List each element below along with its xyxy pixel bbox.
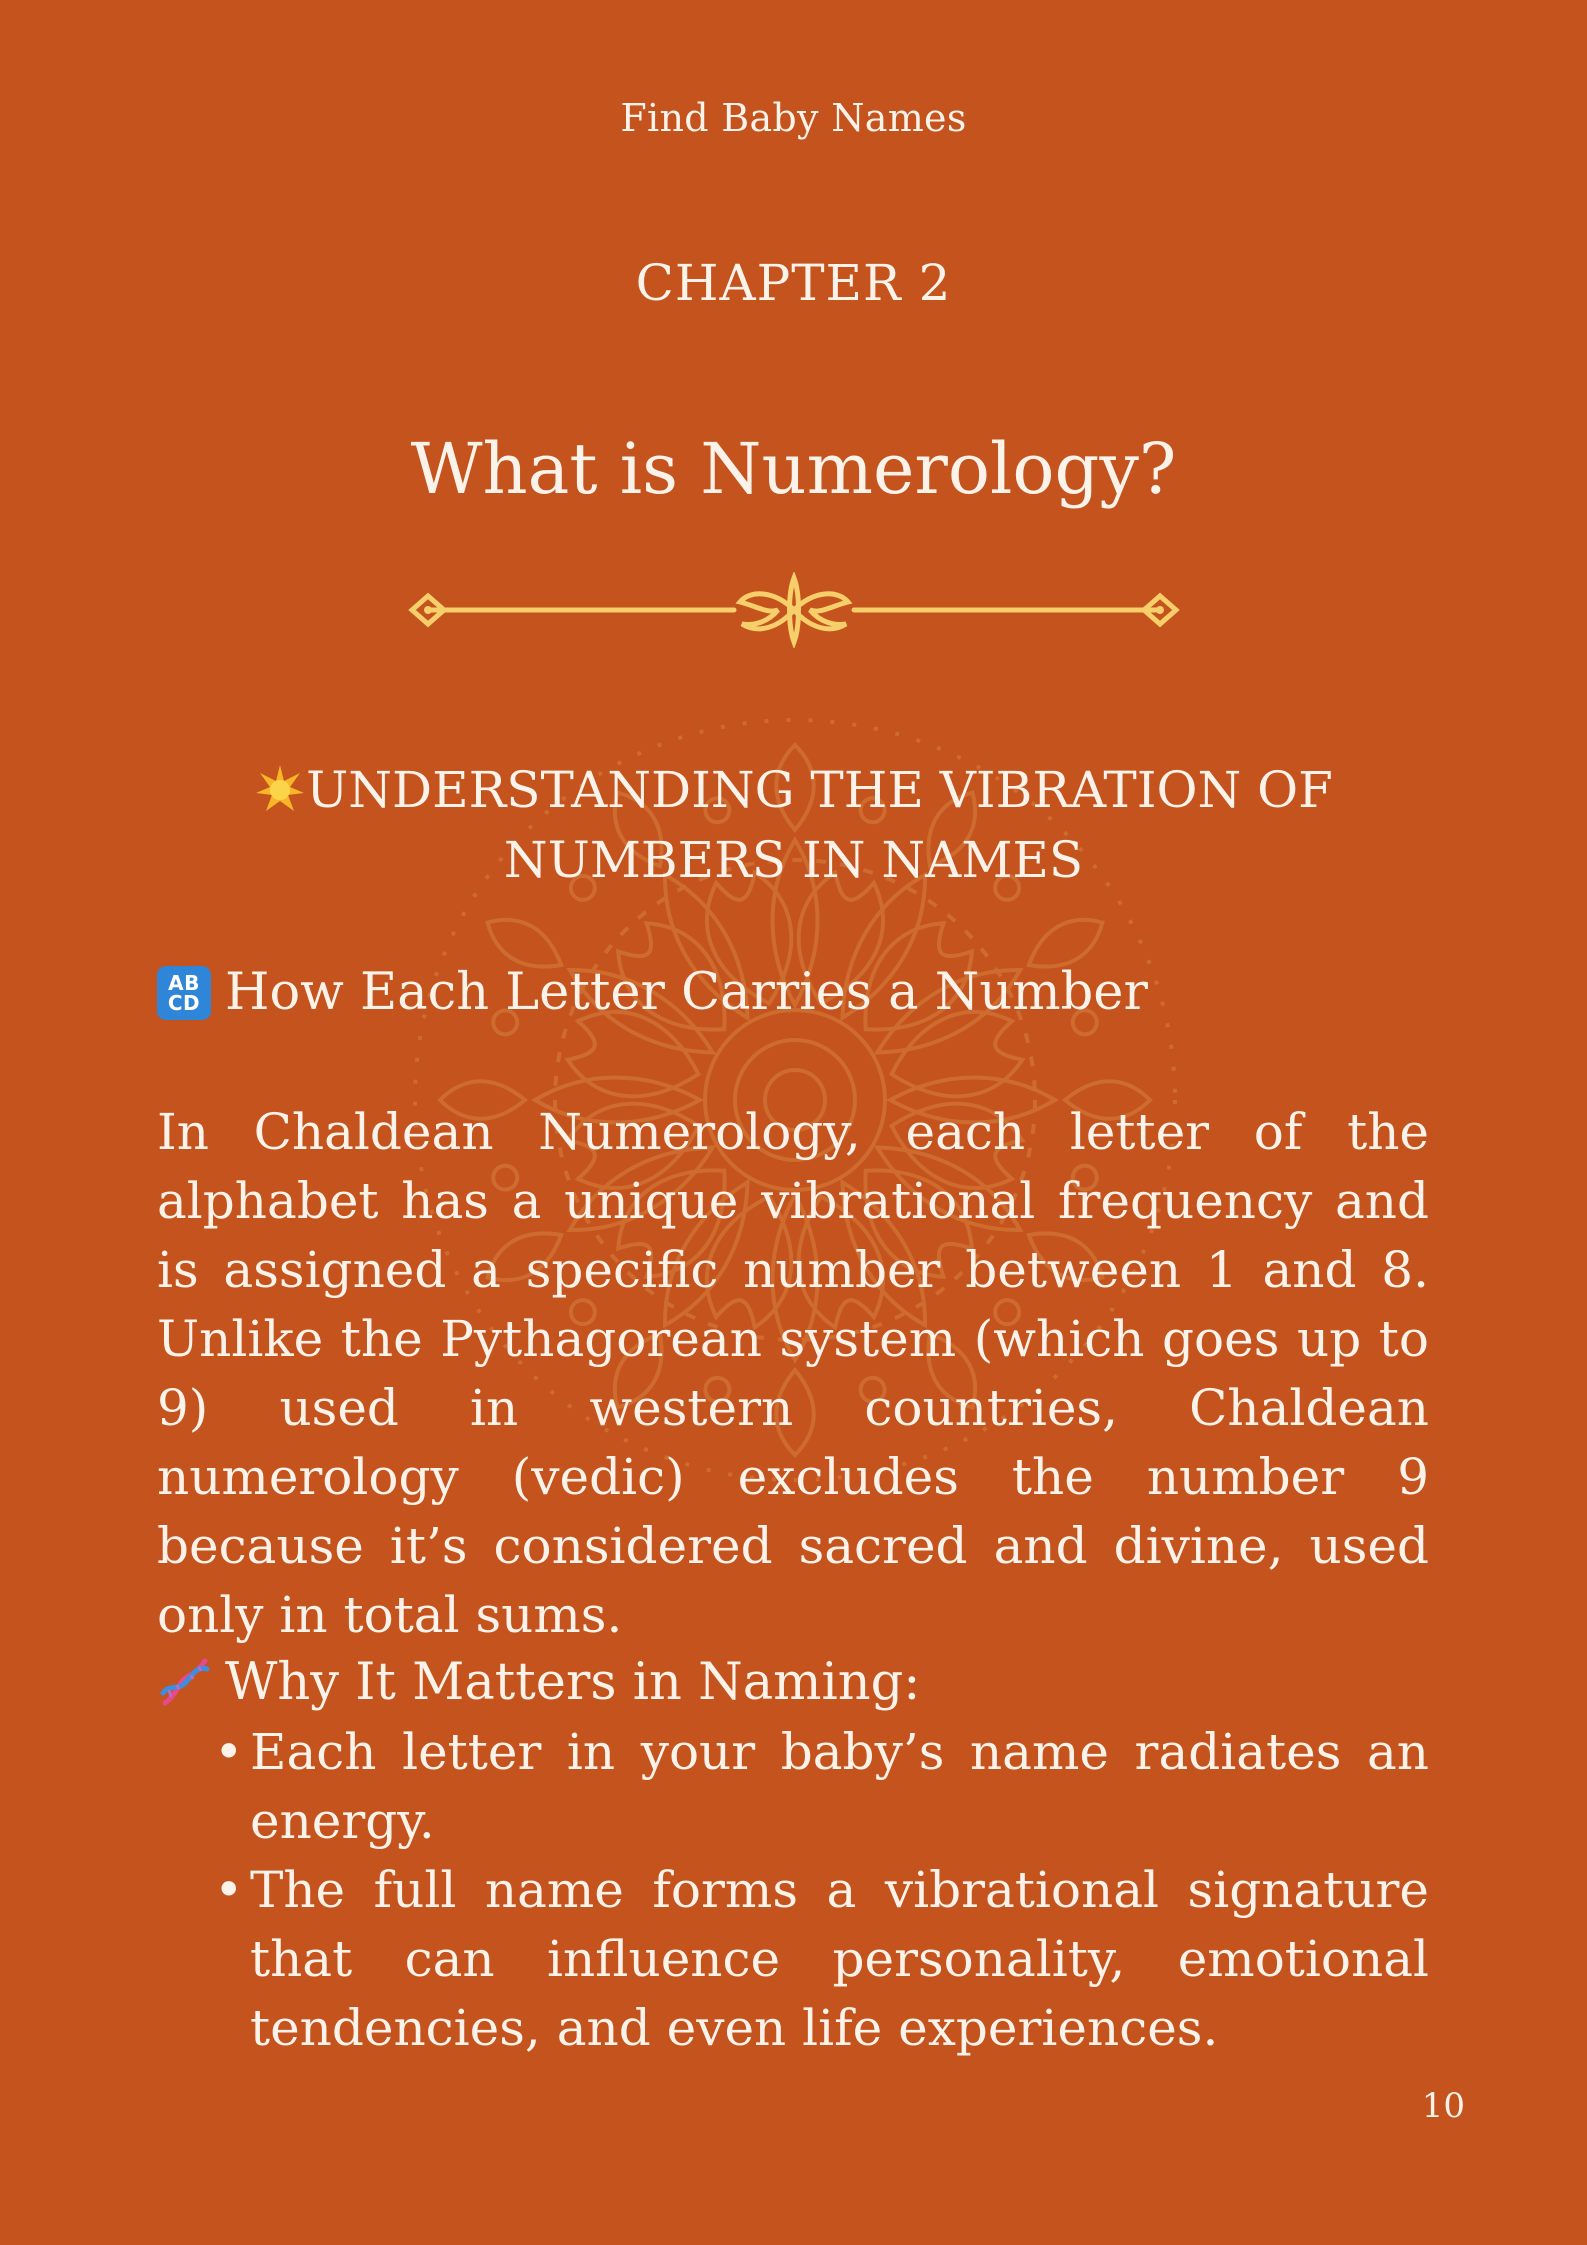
section-heading-text: UNDERSTANDING THE VIBRATION OF NUMBERS IN NAMES — [306, 761, 1333, 889]
bullet-dot: • — [214, 1861, 244, 1919]
running-header: Find Baby Names — [620, 96, 967, 140]
ornamental-divider — [398, 572, 1190, 648]
subsection-heading-text: How Each Letter Carries a Number — [225, 963, 1148, 1022]
why-heading — [157, 1648, 920, 1718]
body-paragraph: In Chaldean Numerology, each letter of the alphabet has a unique vibrational frequency and is assigned a specific number between 1 and 8. Unlike the Pythagorean system (which goes up to 9) used in western countries, Chaldean numerology (vedic) excludes the number 9 because it’s considered sacred and divine, used only in total sums. — [157, 1103, 1429, 1644]
chapter-title: What is Numerology? — [410, 428, 1177, 510]
dna-icon — [157, 1655, 213, 1711]
glowing-star-icon — [254, 763, 306, 815]
chapter-label: CHAPTER 2 — [635, 254, 952, 312]
abcd-input-icon: AB CD — [157, 966, 211, 1020]
list-item: • Each letter in your baby’s name radiates an energy. — [157, 1718, 1429, 1856]
why-heading-text: Why It Matters in Naming: — [225, 1653, 921, 1712]
subsection-heading — [157, 958, 1148, 1028]
list-item: • The full name forms a vibrational signature that can influence personality, emotional tendencies, and even life experiences. — [157, 1856, 1429, 2063]
bullet-list — [157, 1718, 1429, 2063]
bullet-dot: • — [214, 1723, 244, 1781]
page-number: 10 — [1421, 2086, 1465, 2126]
section-heading — [200, 755, 1387, 895]
